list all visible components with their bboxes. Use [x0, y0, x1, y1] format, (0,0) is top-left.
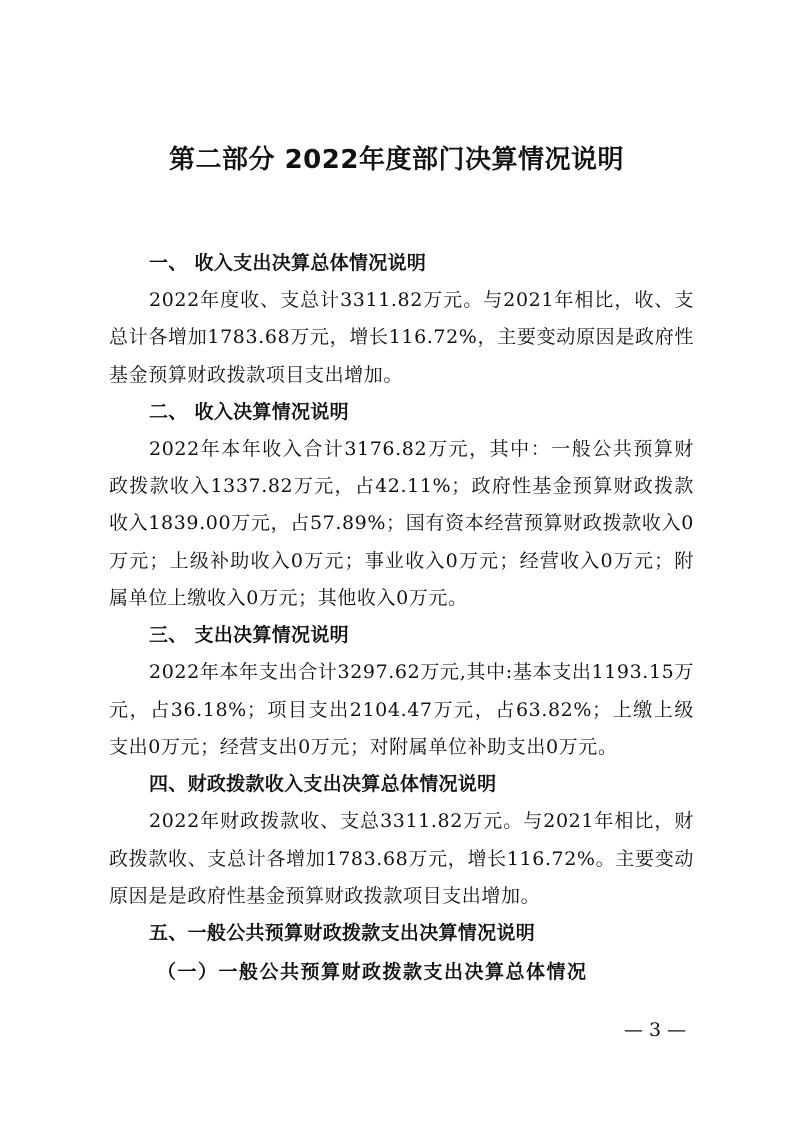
section-heading-3: 三、 支出决算情况说明	[149, 624, 349, 647]
section-paragraph-4: 2022年财政拨款收、支总3311.82万元。与2021年相比，财政拨款收、支总计各增加1783.68万元，增长116.72%。主要变动原因是是政府性基金预算财政拨款项目支出增加。	[109, 810, 694, 907]
section-paragraph-1: 2022年度收、支总计3311.82万元。与2021年相比，收、支总计各增加1783.68万元，增长116.72%，主要变动原因是政府性基金预算财政拨款项目支出增加。	[109, 289, 694, 386]
section-heading-2: 二、 收入决算情况说明	[149, 400, 349, 423]
section-heading-4: 四、财政拨款收入支出决算总体情况说明	[149, 773, 497, 796]
page-number: — 3 —	[624, 1019, 687, 1041]
document-body	[109, 245, 694, 992]
section-paragraph-3: 2022年本年支出合计3297.62万元,其中:基本支出1193.15万元，占36.18%；项目支出2104.47万元，占63.82%；上缴上级支出0万元；经营支出0万元；对附属单位补助支出0万元。	[109, 661, 694, 758]
section-paragraph-2: 2022年本年收入合计3176.82万元，其中：一般公共预算财政拨款收入1337.82万元，占42.11%；政府性基金预算财政拨款收入1839.00万元，占57.89%；国有资本经营预算财政拨款收入0万元；上级补助收入0万元；事业收入0万元；经营收入0万元；附属单位上缴收入0万元；其他收入0万元。	[109, 437, 694, 610]
page-title: 第二部分 2022年度部门决算情况说明	[169, 145, 624, 175]
section-subheading-5-1: （一）一般公共预算财政拨款支出决算总体情况	[157, 961, 588, 984]
section-heading-1: 一、 收入支出决算总体情况说明	[149, 252, 427, 274]
section-heading-5: 五、一般公共预算财政拨款支出决算情况说明	[149, 922, 536, 945]
